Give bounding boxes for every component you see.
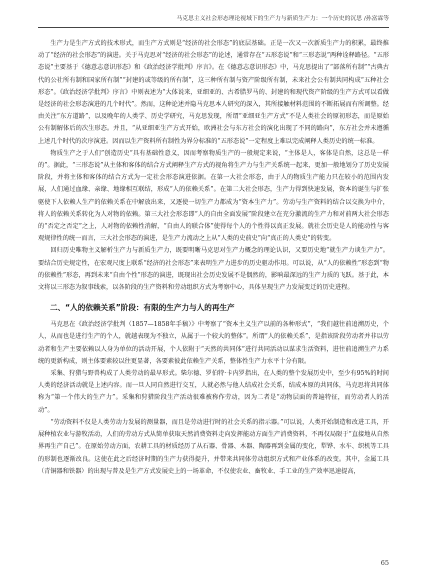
paragraph: 生产力是生产方式的技术形式，而生产方式则是“经济的社会形态”的底层基础。正是一次又一次新质生产力的积累，最终推动了“经济的社会形态”的演进。关于马克思对“经济的社会形态”的论述，通常存在“五形态说”和“三形态说”两种诠释路径。“五形态说”主要基于《德意志意识形态》和《政治经济学批判》序言》。在《德意志意识形态》中，马克思提出了“部落所有制”“古典古代的公社所有制和国家所有制”“封建的或等级的所有制”，这三种所有制与资产阶级所有制，未来社会公有制共同构成“五种社会形态”。《政治经济学批判》序言》中则表述为“大体说来，亚细亚的、古希腊罗马的、封建的和现代资产阶级的生产方式可以看做是经济的社会形态演进的几个时代”。然而，这种论述并隐马克思本人研究的深入，其所接触材料范围的不断拓展而有所调整。经由关注“东方道路”，以及晚年的人类学、历史学研究，马克思发现，所谓“亚细亚生产方式”不是人类社会的原初形态，而是原始公有制解体后的次生形态。并且，“从亚细亚生产方式开始，欧洲社会与东方社会的演化出现了不同的路向”，东方社会并未遵循上述几个时代的次序演进。因而以生产资料所有制性为界分标准的“五形态说”一定程度上难以完成阐释人类历史的统一标准。 [38,40,389,145]
section-heading: 二、“人的依赖关系”阶段：有限的生产力与人的再生产 [50,303,235,313]
page-number: 65 [380,559,389,567]
running-header: 马克思主义社会形态理论视域下的生产力与新质生产力：一个历史的沉思 /孙富霖等 [38,15,389,28]
paragraph: 马克思在《政治经济学批判（1857—1858年手稿）》中考察了“资本主义生产以前的各种形式”，“我们越往前追溯历史，个人，从而也是进行生产的个人，就越表现为不独立，从属于一个较大的整体”。所谓“人的依赖关系”，是指该阶段劳动者并非以劳动者和生产主要依赖以人身为单位的活动开展，个人依附于“天然的共同体”进行共同活动以谋求生活资料，进往前追溯生产力系统的更新构成，则主体要素较以往更显著，各要素彼此依赖生产关系，整体性生产力水平十分有限。 [38,321,389,365]
article-body [38,38,389,551]
paragraph: 物质生产之于人们”创造历史“具有基础性意义，因而考察物质生产的一般规定来说，“主体是人，客体是自然，这总是一样的”。据此，“三形态说”从主体和客体的结合方式阐释生产方式的视角将生产力与生产关系统一起来，更加一般地划分了历史发展阶段，并将主体和客体的结合方式为一定社会形态演进依据。在第一大社会形态，由于人的物质生产能力只在较小的范围内发展，人们通过血缘、亲缘、地缘相互联结，形成“人的依赖关系”。在第二大社会形态，生产力得到快速发展，资本的诞生与扩张驱使下人依赖人生产的依赖关系在中解放出来，又逐使一切生产力都成为“资本生产力”。劳动与生产资料的结合以交换为中介，将人的依赖关系转化为人对物的依赖。第三大社会形态即“人的自由全面发展”阶段建立在充分激流的生产力和对前两大社会形态的“否定之否定”之上，人对物的依赖性消解，“自由人的联合体”使得每个人的个性得以真正发展。就社会历史是人的能动性与客观规律性的统一而言，三大社会形态的演进，是生产力流动之上从“人类的史前史”向“真正的人类史”的转变。 [38,149,389,243]
paragraph: 采集、狩猎与野兽构成了人类劳动的最早形式。柴尔德、罗伯特·卡内罗指出，在人类的整个发展历史中，至少有95%的时间人类的经济活动就是上述内容。而一旦人同自然进行交互，人就必然与他人结成社会关系，结成本原的共同体，马克思将共同体称为“第一个伟大的生产力”。采集和狩猎阶段生产活动很难被称作劳动，因为二者是“动物层面的普遍特征，而劳动者人的活动”。 [38,370,389,414]
paragraph: 回归历史唯物主义解析生产力与新质生产力，既要明晰马克思对生产力概念的理论认识，又要历史地“就生产力谈生产力”。要结合历史规定性，在宏观尺度上联系“经济的社会形态”来表明生产力进步的历史驱动作用。可以说，从“人的依赖性”形态到“物的依赖性”形态，再到未来“自由个性”形态的演进，既现出社会历史发展不是偶然的，影响最深远的生产力质的飞跃。基于此，本文将以三形态为叙事线索，以各阶段的生产资料和劳动组织方式为考察中心，具体呈现生产力发展变迁的历史进程。 [38,247,389,292]
paragraph: “劳动资料不仅是人类劳动力发展的测量器，而且是劳动进行时的社会关系的指示器。”可以说，人类开始制造和改进工具，开展种植农业与游牧活动，人们的劳动方式从简单获取天然消费资料走向发挥能动方面生产消费资料，不再仅局限于“直接地从自然界再生产自己”。在原始劳动方面，农耕工具的材质经历了从石器、骨器、木器、陶器再到金属的变化，犁铧、水车、织机等工具的形制也逐渐改良。这使在此之后经济时期的生产力获得提升，并带来共同体劳动组织方式和产业体系的改变。其中，金属工具（青铜器和铁器）的出现与普及是生产方式发展史上的一场革命，不仅使农业、畜牧业、手工业的生产效率迅速提高， [38,418,389,475]
